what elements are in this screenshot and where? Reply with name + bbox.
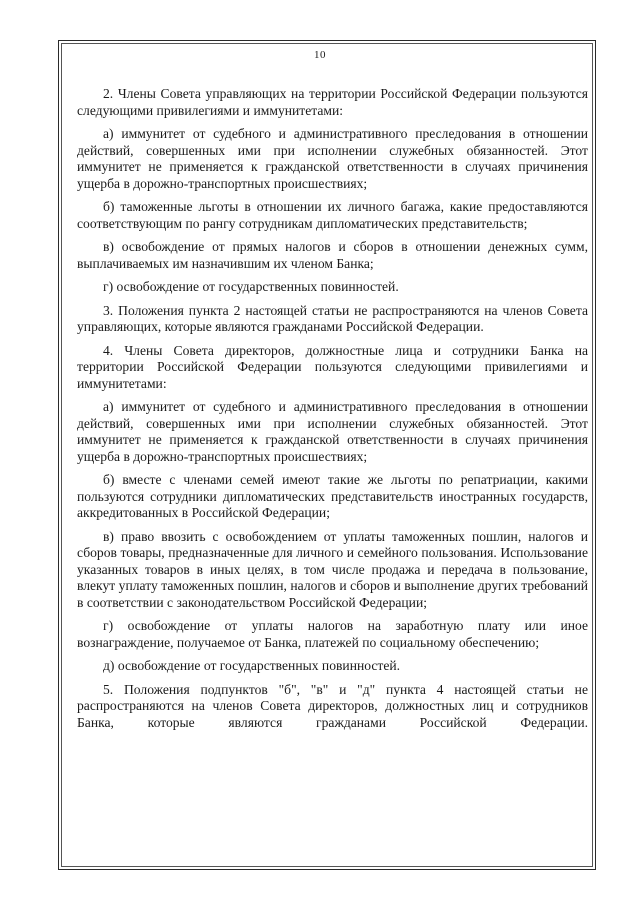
paragraph-4d: д) освобождение от государственных повинностей. bbox=[103, 658, 401, 673]
paragraph-2: 2. Члены Совета управляющих на территории Российской Федерации пользуются следующими привилегиями и иммунитетами: bbox=[77, 86, 588, 118]
paragraph-4g: г) освобождение от уплаты налогов на заработную плату или иное вознаграждение, получаемое от Банка, платежей по социальному обеспечению; bbox=[77, 618, 588, 650]
paragraph-2b: б) таможенные льготы в отношении их личного багажа, какие предоставляются соответствующим по рангу сотрудникам дипломатических представительств; bbox=[77, 199, 588, 231]
paragraph-2v: в) освобождение от прямых налогов и сборов в отношении денежных сумм, выплачиваемых им назначившим их членом Банка; bbox=[77, 239, 588, 271]
paragraph-5: 5. Положения подпунктов "б", "в" и "д" пункта 4 настоящей статьи не распространяются на членов Совета директоров, должностных лиц и сотрудников Банка, которые являются гражданами Российской Федерации. bbox=[77, 681, 588, 730]
paragraph-4b: б) вместе с членами семей имеют такие же льготы по репатриации, какими пользуются сотрудники дипломатических представительств иностранных государств, аккредитованных в Российской Федерации; bbox=[77, 472, 588, 520]
paragraph-4a: а) иммунитет от судебного и административного преследования в отношении действий, совершенных ими при исполнении служебных обязанностей. Этот иммунитет не применяется к гражданской ответственности в случаях причинения ущерба в дорожно-транспортных происшествиях; bbox=[77, 399, 588, 464]
paragraph-4v: в) право ввозить с освобождением от уплаты таможенных пошлин, налогов и сборов товары, предназначенные для личного и семейного пользования. Использование указанных товаров в иных целях, в том числе продажа и передача в пользование, влекут уплату таможенных пошлин, налогов и сборов и выполнение других требований в соответствии с законодательством Российской Федерации; bbox=[77, 528, 588, 610]
paragraph-3: 3. Положения пункта 2 настоящей статьи не распространяются на членов Совета управляющих, которые являются гражданами Российской Федерации. bbox=[77, 302, 588, 334]
paragraph-4: 4. Члены Совета директоров, должностные лица и сотрудники Банка на территории Российской Федерации пользуются следующими привилегиями и иммунитетами: bbox=[77, 342, 588, 391]
paragraph-2a: а) иммунитет от судебного и административного преследования в отношении действий, совершенных ими при исполнении служебных обязанностей. Этот иммунитет не применяется к гражданской ответственности в случаях причинения ущерба в дорожно-транспортных происшествиях; bbox=[77, 126, 588, 191]
page-number: 10 bbox=[314, 49, 326, 61]
document-body bbox=[77, 86, 588, 738]
paragraph-2g: г) освобождение от государственных повинностей. bbox=[103, 279, 399, 294]
